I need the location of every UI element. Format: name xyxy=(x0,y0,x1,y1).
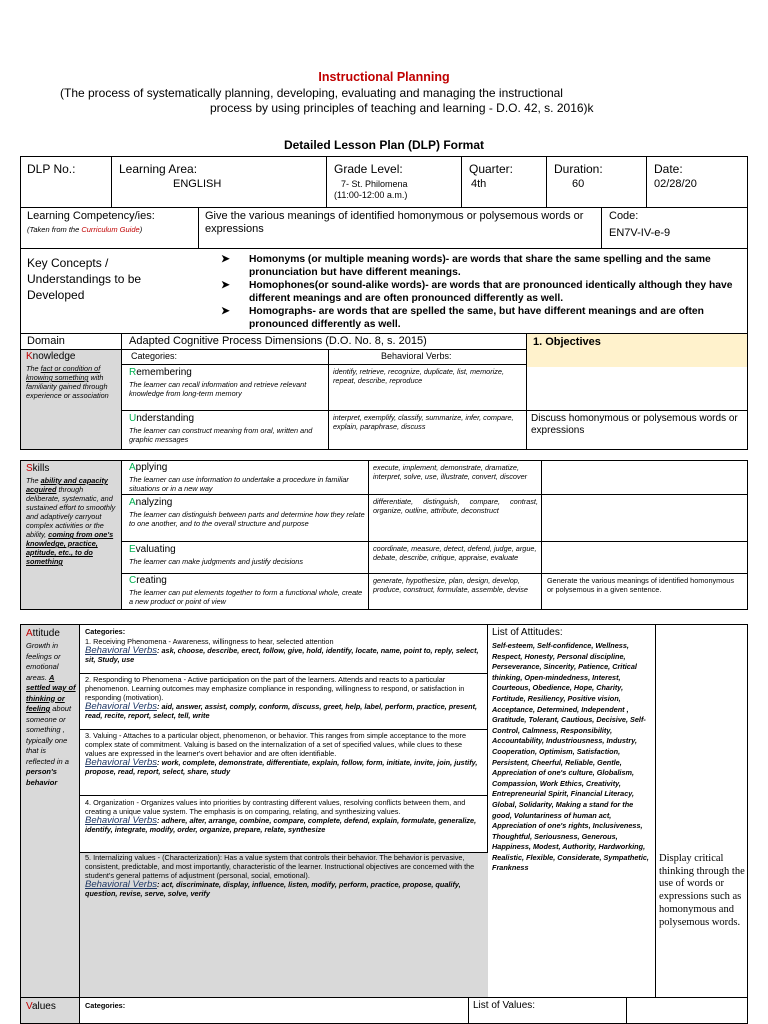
understanding-desc: The learner can construct meaning from oral, written and graphic messages xyxy=(129,426,313,444)
list-of-attitudes-label: List of Attitudes: xyxy=(492,627,563,638)
dlp-no-label: DLP No.: xyxy=(27,162,76,176)
quarter-value: 4th xyxy=(471,178,487,190)
creating-label: Creating xyxy=(129,575,167,586)
attitude-objective: Display critical thinking through the use of words or expressions such as homonymous and polysemous words. xyxy=(659,853,745,928)
competency-row xyxy=(20,207,748,249)
attitude-description: Growth in feelings or emotional areas. A settled way of thinking or feeling about someone or something , typically one that is reflected in a person's behavior xyxy=(26,641,76,787)
info-row xyxy=(20,156,748,208)
grade-level-label: Grade Level: xyxy=(334,162,403,176)
knowledge-description: The fact or condition of knowing something with familiarity gained through experience or association xyxy=(26,364,109,400)
list-of-values-label: List of Values: xyxy=(473,1000,536,1011)
code-label: Code: xyxy=(609,210,639,222)
knowledge-table xyxy=(20,333,748,450)
domain-header: Domain xyxy=(27,335,65,347)
adapted-header: Adapted Cognitive Process Dimensions (D.O. No. 8, s. 2015) xyxy=(129,335,427,347)
creating-objective: Generate the various meanings of identified homonymous or polysemous in a given sentence. xyxy=(547,576,734,594)
grade-level-value: 7- St. Philomena xyxy=(341,179,408,189)
understanding-verbs: interpret, exemplify, classify, summarize, infer, compare, explain, paraphrase, discuss xyxy=(333,413,514,431)
objectives-header: 1. Objectives xyxy=(533,336,601,348)
values-table xyxy=(20,997,748,1024)
competency-text: Give the various meanings of identified homonymous or polysemous words or expressions xyxy=(205,210,584,235)
learning-area-label: Learning Area: xyxy=(119,162,198,176)
skills-label: Skills xyxy=(26,463,50,474)
values-label: Values xyxy=(26,1001,56,1012)
attitude-level-3: 3. Valuing - Attaches to a particular object, phenomenon, or behavior. This ranges from simple acceptance to the more complex state of commitment. Valuing is based on the internalization of a set of specified values, while clues to these values are expressed in the learner's overt behavior and are often identifiable. Behavioral Verbs: work, complete, demonstrate, differentiate, explain, follow, form, initiate, invite, join, justify, propose, read, report, select, share, study xyxy=(85,731,478,776)
categories-header: Categories: xyxy=(131,351,178,361)
dlp-format-title: Detailed Lesson Plan (DLP) Format xyxy=(283,138,485,152)
creating-verbs: generate, hypothesize, plan, design, develop, produce, construct, formulate, assemble, devise xyxy=(373,576,528,594)
duration-label: Duration: xyxy=(554,162,603,176)
curriculum-guide-link: Curriculum Guide xyxy=(81,225,140,234)
remembering-desc: The learner can recall information and retrieve relevant knowledge from long-term memory xyxy=(129,380,307,398)
analyzing-desc: The learner can distinguish between parts and determine how they relate to one another, and to the overall structure and purpose xyxy=(129,510,365,528)
skills-description: The ability and capacity acquired through deliberate, systematic, and sustained effort to smoothly and adaptively carryout complex activities or the ability, coming from one's knowledge, practice, aptitude, etc., to do something xyxy=(26,476,116,566)
evaluating-label: Evaluating xyxy=(129,544,176,555)
key-concepts-row xyxy=(20,248,748,334)
knowledge-label: Knowledge xyxy=(26,351,76,362)
understanding-label: Understanding xyxy=(129,413,195,424)
page-title: Instructional Planning xyxy=(318,70,450,84)
analyzing-verbs: differentiate, distinguish, compare, contrast, organize, outline, attribute, deconstruct xyxy=(373,497,538,515)
quarter-label: Quarter: xyxy=(469,162,514,176)
key-concepts-label: Key Concepts / Understandings to be Developed xyxy=(27,256,142,302)
list-of-attitudes: Self-esteem, Self-confidence, Wellness, Respect, Honesty, Personal discipline, Perseverance, Sincerity, Patience, Critical thinking, Open-mindedness, Interest, Courteous, Obedience, Hope, Charity, Fortitude, Resiliency, Positive vision, Acceptance, Determined, Independent , Gratitude, Tolerant, Cautious, Decisive, Self-Control, Calmness, Responsibility, Accountability, Industriousness, Industry, Cooperation, Optimism, Satisfaction, Persistent, Cheerful, Reliable, Gentle, Appreciation of one's culture, Globalism, Compassion, Work Ethics, Creativity, Entrepreneurial Spirit, Financial Literacy, Global, Solidarity, Making a stand for the good, Voluntariness of human act, Appreciation of one's rights, Inclusiveness, Thoughtful, Seriousness, Generous, Happiness, Modest, Authority, Hardworking, Realistic, Flexible, Considerate, Sympathetic, Frankness xyxy=(492,641,649,873)
applying-verbs: execute, implement, demonstrate, dramatize, interpret, solve, use, illustrate, convert, discover xyxy=(373,463,528,481)
attitude-level-4: 4. Organization - Organizes values into priorities by contrasting different values, resolving conflicts between them, and creating a unique value system. The emphasis is on comparing, relating, and synthesizing values. Behavioral Verbs: adhere, alter, arrange, combine, compare, complete, defend, explain, formulate, generalize, identify, integrate, modify, order, organize, prepare, relate, synthesize xyxy=(85,798,477,834)
concept-item: ➤ Homographs- are words that are spelled the same, but have different meanings and are often pronounced differently as well. xyxy=(221,305,743,331)
applying-desc: The learner can use information to undertake a procedure in familiar situations or in a new way xyxy=(129,475,349,493)
creating-desc: The learner can put elements together to form a functional whole, create a new product or point of view xyxy=(129,588,363,606)
attitude-level-5: 5. Internalizing values - (Characterization): Has a value system that controls their behavior. The behavior is pervasive, consistent, predictable, and most importantly, characteristic of the learner. Instructional objectives are concerned with the student's general patterns of adjustment (personal, social, emotional). Behavioral Verbs: act, discriminate, display, influence, listen, modify, perform, practice, propose, qualify, question, revise, serve, solve, verify xyxy=(80,853,488,997)
concept-item: ➤ Homophones(or sound-alike words)- are words that are pronounced identically although they have different meanings and are often pronounced differently as well. xyxy=(221,279,743,305)
evaluating-desc: The learner can make judgments and justify decisions xyxy=(129,557,303,566)
remembering-verbs: identify, retrieve, recognize, duplicate, list, memorize, repeat, describe, reproduce xyxy=(333,367,505,385)
attitude-categories-label: Categories: xyxy=(85,627,126,636)
attitude-level-1: 1. Receiving Phenomena - Awareness, willingness to hear, selected attention Behavioral Verbs: ask, choose, describe, erect, follow, give, hold, identify, locate, name, point to, reply, select, sit, Study, use xyxy=(85,637,479,664)
analyzing-label: Analyzing xyxy=(129,497,173,508)
subtitle-line-2: process by using principles of teaching and learning - D.O. 42, s. 2016)k xyxy=(210,101,594,115)
code-value: EN7V-IV-e-9 xyxy=(609,227,671,239)
behavioral-verbs-header: Behavioral Verbs: xyxy=(381,351,452,361)
competency-label: Learning Competency/ies: xyxy=(27,210,155,222)
attitude-level-2: 2. Responding to Phenomena - Active participation on the part of the learners. Attends and reacts to a particular phenomenon. Learning outcomes may emphasize compliance in responding, willingness to respond, or satisfaction in responding (motivation). Behavioral Verbs: aid, answer, assist, comply, conform, discuss, greet, help, label, perform, practice, present, read, recite, report, select, tell, write xyxy=(85,675,478,720)
attitude-table xyxy=(20,624,748,998)
attitude-label: Attitude xyxy=(26,628,60,639)
page-subtitle xyxy=(60,86,710,116)
skills-table xyxy=(20,460,748,610)
duration-value: 60 xyxy=(572,178,585,190)
remembering-label: Remembering xyxy=(129,367,192,378)
key-concepts-list xyxy=(221,253,743,331)
concept-item: ➤ Homonyms (or multiple meaning words)- are words that share the same spelling and the same pronunciation but have different meanings. xyxy=(221,253,743,279)
date-label: Date: xyxy=(654,162,683,176)
learning-area-value: ENGLISH xyxy=(173,178,222,190)
understanding-objective: Discuss homonymous or polysemous words or expressions xyxy=(531,413,738,436)
applying-label: Applying xyxy=(129,462,168,473)
subtitle-line-1: (The process of systematically planning, developing, evaluating and managing the instructional xyxy=(60,86,563,100)
date-value: 02/28/20 xyxy=(654,178,697,190)
evaluating-verbs: coordinate, measure, detect, defend, judge, argue, debate, describe, critique, appraise, evaluate xyxy=(373,544,537,562)
grade-level-time: (11:00-12:00 a.m.) xyxy=(334,190,408,200)
competency-note: (Taken from the Curriculum Guide) xyxy=(27,225,143,234)
values-categories-label: Categories: xyxy=(85,1001,126,1010)
